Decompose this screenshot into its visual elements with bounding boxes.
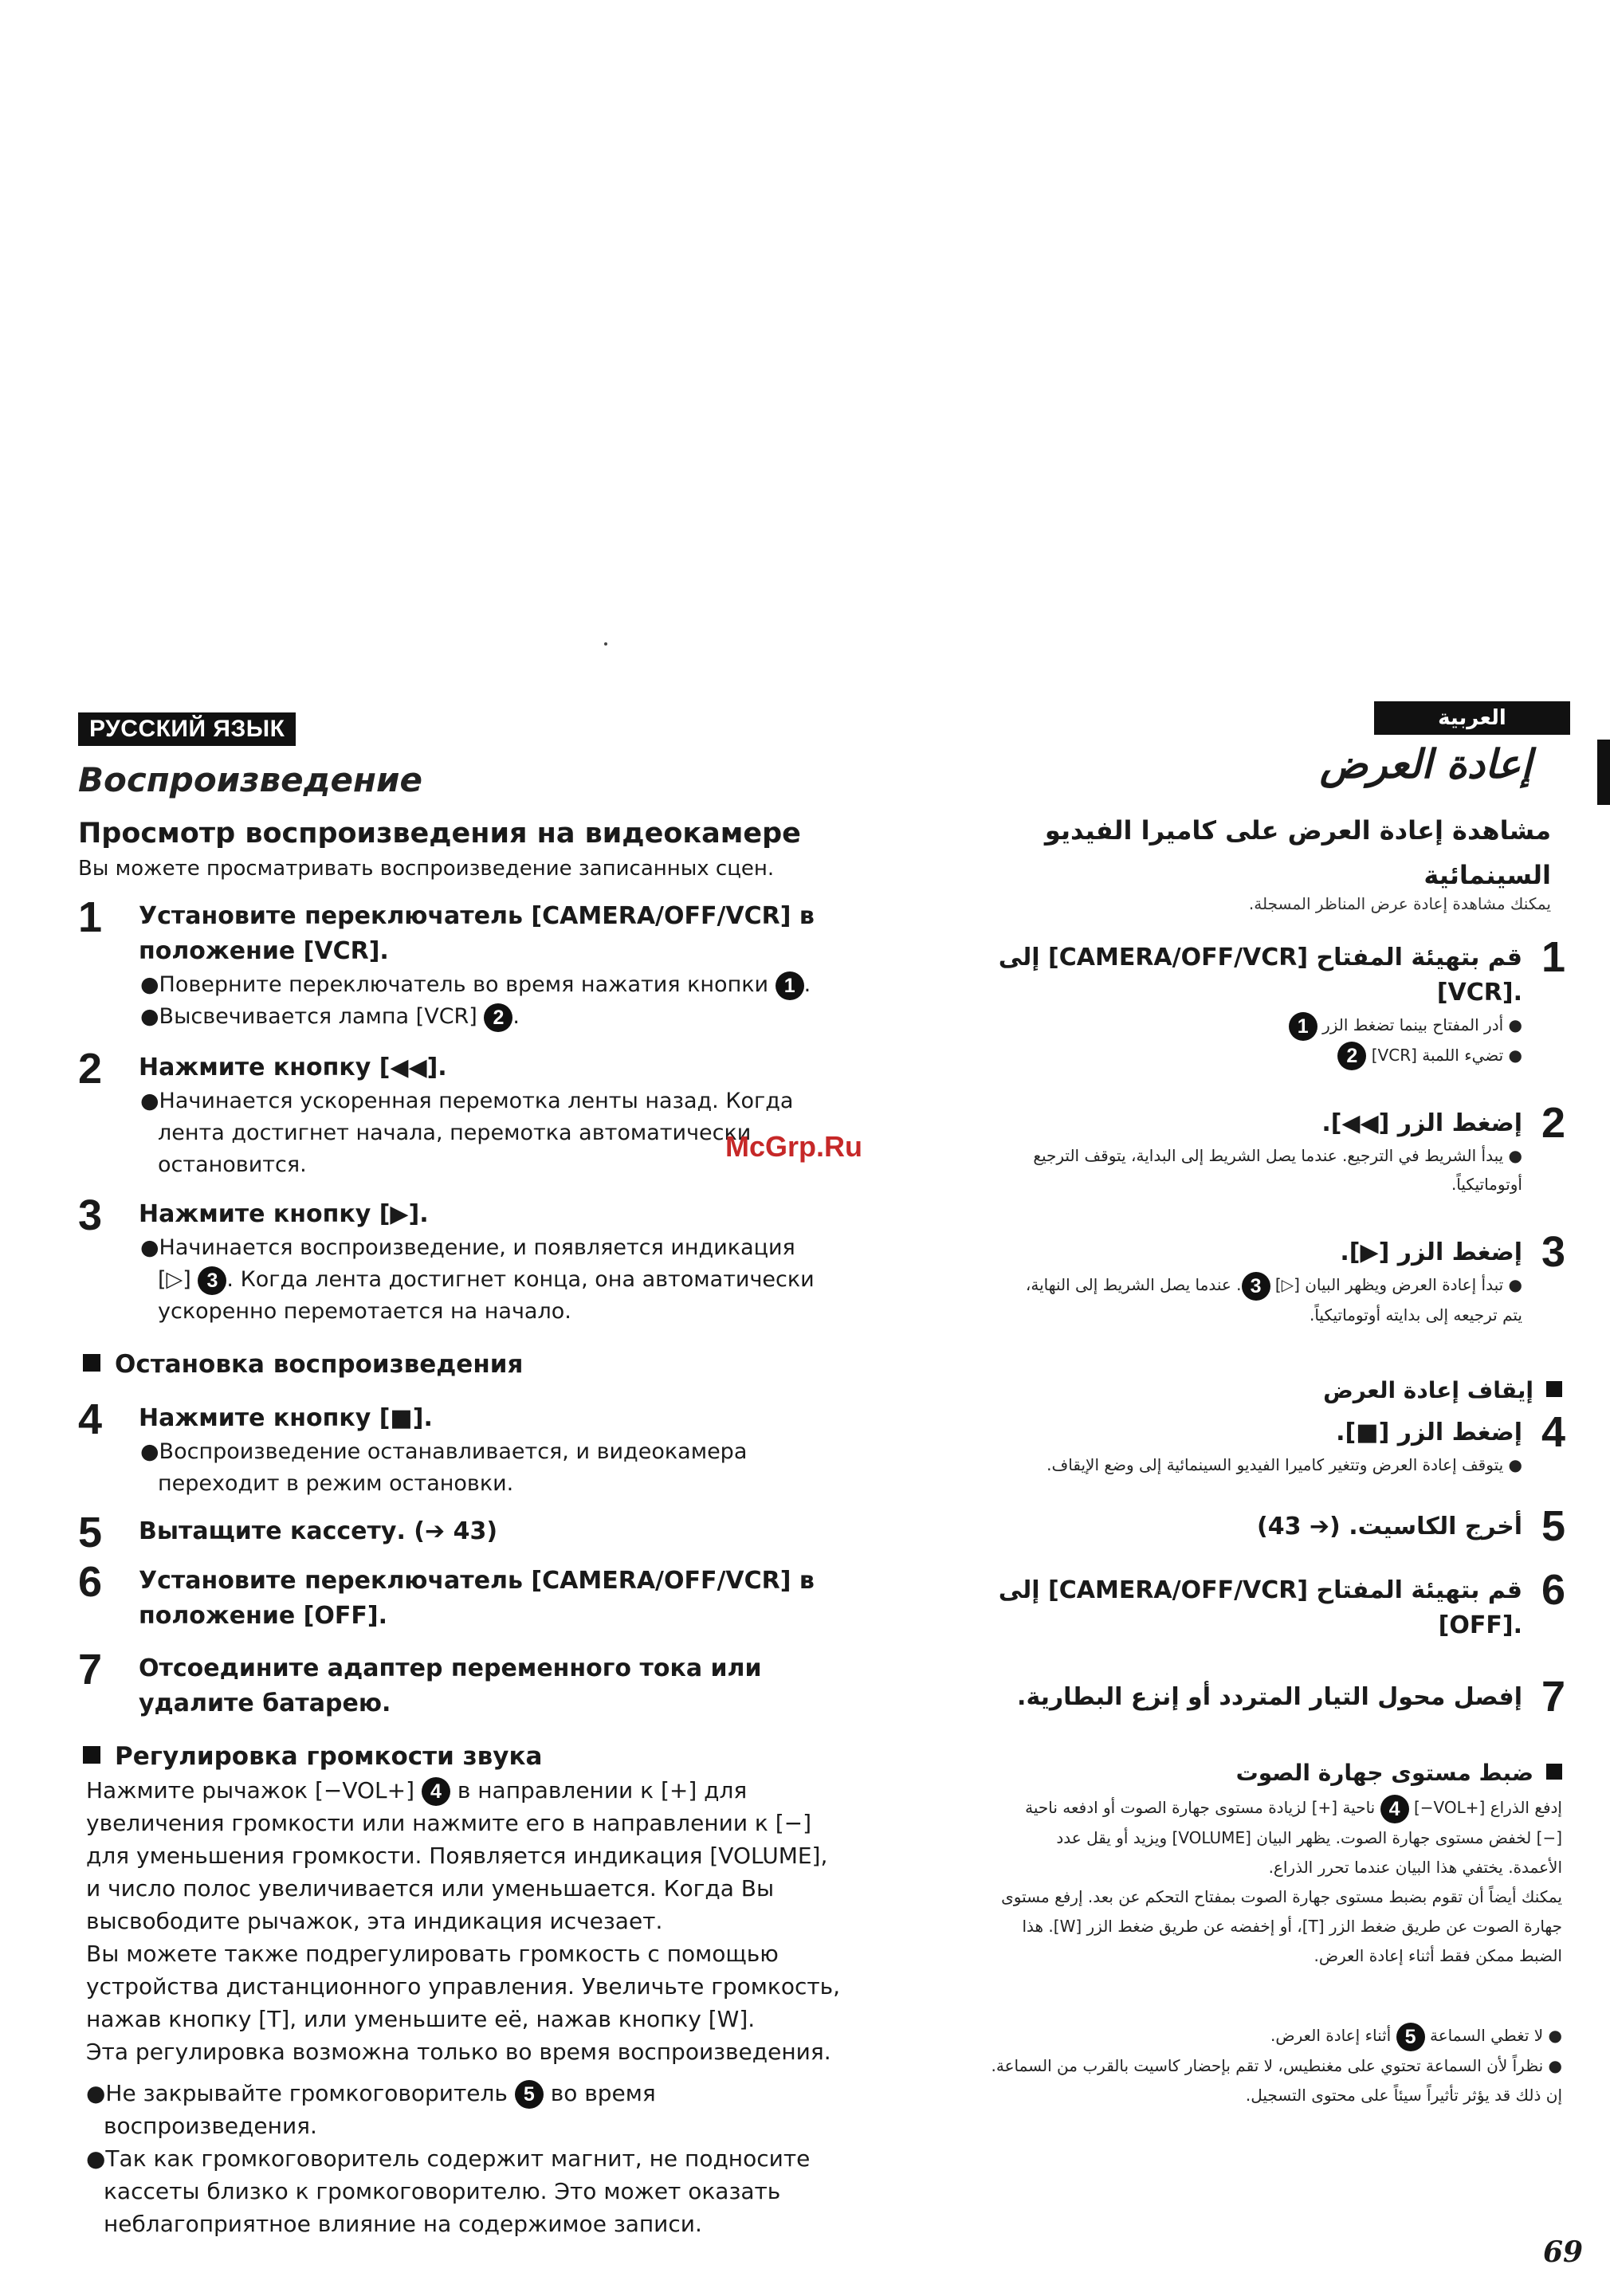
step-number: 5 [78,1509,103,1556]
step-number: 6 [1541,1566,1565,1614]
step-number: 2 [1541,1099,1565,1147]
square-bullet-icon [1546,1764,1562,1780]
step-title: Вытащите кассету. (➔ 43) [139,1517,498,1545]
step-3 [78,1191,883,1328]
stop-heading: Остановка воспроизведения [83,1350,523,1379]
bullet: ● يبدأ الشريط في الترجيع. عندما يصل الشريط إلى البداية، يتوقف الترجيع [1033,1146,1522,1165]
step-title: إفصل محول التيار المتردد أو إنزع البطارية. [1017,1683,1522,1711]
bullet-continued: лента достигнет начала, перемотка автоматически [158,1121,752,1145]
step-number: 4 [78,1395,103,1443]
bullet-continued: يتم ترجيعه إلى بدايته أوتوماتيكياً. [1309,1305,1522,1325]
page-title: Воспроизведение [78,760,422,799]
note-bullet: ● لا تغطي السماعة 5 أثناء إعادة العرض. [877,2021,1562,2051]
bullet: ●Воспроизведение останавливается, и видеокамера [140,1439,748,1464]
step-title: Нажмите кнопку [◀◀]. [139,1054,447,1081]
callout-marker: 2 [1337,1042,1366,1070]
arabic-volume-paragraph [877,1793,1562,1971]
bullet: ● تبدأ إعادة العرض ويظهر البيان [▷] 3. عندما يصل الشريط إلى النهاية، [904,1270,1522,1301]
step-bullets [140,969,883,1033]
notes [86,2077,891,2240]
scan-speck [604,642,607,646]
step-title-line: Отсоедините адаптер переменного тока или [139,1654,762,1682]
step-number: 5 [1541,1502,1565,1550]
bullet-continued: переходит в режим остановки. [158,1471,514,1496]
bullet-continued: أوتوماتيكياً. [1451,1175,1522,1194]
note-continued: воспроизведения. [104,2113,317,2139]
step-title [139,1651,883,1721]
bullet: ● أدر المفتاح بينما تضغط الزر 1 [904,1011,1522,1041]
step-bullets [904,1270,1522,1329]
step-number: 3 [78,1191,103,1239]
paragraph-line: Эта регулировка возможна только во время воспроизведения. [86,2039,831,2065]
arabic-language-tag: العربية [1374,701,1570,735]
step-title [139,1564,883,1634]
step-title: قم بتهيئة المفتاح [CAMERA/OFF/VCR] إلى .[VCR] [998,944,1522,1007]
callout-marker: 4 [422,1777,450,1806]
step-title [139,899,883,969]
arabic-intro: يمكنك مشاهدة إعادة عرض المناظر المسجلة. [1248,894,1551,913]
volume-paragraph [86,1774,891,2068]
bullet: ● يتوقف إعادة العرض وتتغير كاميرا الفيديو السينمائية إلى وضع الإيقاف. [1046,1455,1522,1474]
step-number: 7 [78,1646,103,1694]
section-subtitle: Просмотр воспроизведения на видеокамере [78,818,801,850]
step-title: إضغط الزر [◀◀]. [1321,1109,1522,1137]
arabic-page-title: إعادة العرض [1319,741,1532,787]
step-title-line: положение [VCR]. [139,937,389,965]
paragraph-line: для уменьшения громкости. Появляется индикация [VOLUME], [86,1843,828,1869]
arabic-step-4 [904,1408,1565,1479]
step-title-line: положение [OFF]. [139,1602,387,1630]
bullet: ●Начинается воспроизведение, и появляется индикация [140,1235,795,1260]
paragraph-line: и число полос увеличивается или уменьшается. Когда Вы [86,1875,775,1902]
paragraph-line: إدفع الذراع [+VOL−] 4 ناحية [+] لزيادة مستوى جهارة الصوت أو ادفعه ناحية [877,1793,1562,1823]
step-6 [78,1558,883,1634]
callout-marker: 3 [198,1266,226,1295]
bullet: ● تضيء اللمبة [VCR] 2 [904,1041,1522,1071]
step-title: إضغط الزر [▶]. [1340,1238,1522,1266]
bullet-continued: остановится. [158,1152,307,1177]
step-title: إضغط الزر [■]. [1336,1419,1522,1446]
volume-heading: Регулировка громкости звука [83,1742,542,1771]
arabic-step-2 [904,1099,1565,1199]
callout-marker: 5 [515,2080,544,2109]
callout-marker: 3 [1242,1272,1270,1301]
intro-text: Вы можете просматривать воспроизведение записанных сцен. [78,857,775,881]
paragraph-line: [−] لخفض مستوى جهارة الصوت. يظهر البيان [VOLUME] ويزيد أو يقل عدد [1056,1827,1562,1847]
note-bullet: ●Так как громкоговоритель содержит магнит, не подносите [86,2145,811,2172]
step-title-line: Установите переключатель [CAMERA/OFF/VCR] в [139,902,815,930]
step-bullets [140,1232,883,1328]
arabic-stop-heading: إيقاف إعادة العرض [1323,1377,1562,1403]
step-4 [78,1395,883,1500]
callout-marker: 1 [1289,1012,1317,1041]
step-title-line: удалите батарею. [139,1690,391,1717]
page-number: 69 [1543,2235,1584,2269]
square-bullet-icon [1546,1381,1562,1397]
paragraph-line: устройства дистанционного управления. Увеличьте громкость, [86,1973,841,2000]
paragraph-line: Нажмите рычажок [−VOL+] 4 в направлении к [+] для [86,1774,891,1807]
arabic-subtitle [993,808,1551,897]
arabic-step-7 [904,1673,1565,1721]
callout-marker: 5 [1396,2023,1425,2051]
subtitle-line: مشاهدة إعادة العرض على كاميرا الفيديو [1044,815,1551,846]
step-bullets [904,1141,1522,1199]
bullet: ●Поверните переключатель во время нажатия кнопки 1 . [140,969,883,1001]
step-title-line: Установите переключатель [CAMERA/OFF/VCR] в [139,1567,815,1595]
step-bullets [140,1436,883,1500]
note-continued: неблагоприятное влияние на содержимое записи. [104,2211,702,2237]
paragraph-line: جهارة الصوت عن طريق ضغط الزر [T]، أو إخفضه عن طريق ضغط الزر [W]. هذا [1022,1916,1562,1936]
paragraph-line: يمكنك أيضاً أن تقوم بضبط مستوى جهارة الصوت بمفتاح التحكم عن بعد. إرفع مستوى [1001,1886,1562,1906]
bullet: ●Высвечивается лампа [VCR] 2 . [140,1001,883,1033]
paragraph-line: الضبط ممكن فقط أثناء إعادة العرض. [1314,1945,1562,1965]
step-number: 2 [78,1045,103,1093]
step-number: 1 [1541,933,1565,981]
step-number: 1 [78,893,103,941]
note-bullet: ●Не закрывайте громкоговоритель 5 во время [86,2077,891,2110]
russian-language-tag: РУССКИЙ ЯЗЫК [78,712,296,746]
subtitle-line: السينمائية [1423,860,1551,890]
step-number: 6 [78,1558,103,1606]
step-title: Нажмите кнопку [■]. [139,1404,433,1432]
square-bullet-icon [83,1354,100,1372]
arabic-step-5 [904,1502,1565,1550]
step-bullets [904,1450,1522,1479]
bullet: ●Начинается ускоренная перемотка ленты назад. Когда [140,1089,794,1113]
arabic-step-3 [904,1228,1565,1329]
step-number: 4 [1541,1408,1565,1456]
step-bullets [904,1011,1522,1070]
paragraph-line: увеличения громкости или нажмите его в направлении к [−] [86,1810,812,1836]
arabic-step-6 [904,1566,1565,1643]
bullet-continued: ускоренно перемотается на начало. [158,1299,571,1324]
arabic-volume-heading: ضبط مستوى جهارة الصوت [1236,1760,1562,1786]
note-continued: إن ذلك قد يؤثر تأثيراً سيئاً على محتوى التسجيل. [1245,2085,1562,2105]
step-title: Нажмите кнопку [▶]. [139,1200,429,1228]
step-5 [78,1509,883,1556]
arabic-notes [877,2021,1562,2110]
step-7 [78,1646,883,1721]
step-title: أخرج الكاسيت. (➔ 43) [1257,1513,1522,1540]
step-number: 7 [1541,1673,1565,1721]
step-title: قم بتهيئة المفتاح [CAMERA/OFF/VCR] إلى .[OFF] [998,1576,1522,1639]
callout-marker: 1 [776,971,804,1000]
callout-marker: 2 [484,1003,512,1032]
callout-marker: 4 [1380,1795,1409,1823]
paragraph-line: Вы можете также подрегулировать громкость с помощью [86,1941,779,1967]
paragraph-line: الأعمدة. يختفي هذا البيان عندما تحرر الذراع. [1268,1857,1562,1877]
paragraph-line: нажав кнопку [T], или уменьшите её, нажав кнопку [W]. [86,2006,756,2032]
step-number: 3 [1541,1228,1565,1276]
step-1 [78,893,883,1033]
edge-tab-marker [1597,740,1610,805]
paragraph-line: высвободите рычажок, эта индикация исчезает. [86,1908,663,1934]
square-bullet-icon [83,1746,100,1764]
note-bullet: ● نظراً لأن السماعة تحتوي على مغنطيس، لا تقم بإحضار كاسيت بالقرب من السماعة. [991,2055,1562,2075]
watermark: McGrp.Ru [725,1130,863,1163]
note-continued: кассеты близко к громкоговорителю. Это может оказать [104,2178,781,2204]
arabic-step-1 [904,933,1565,1070]
bullet-continued: [▷] 3 . Когда лента достигнет конца, она автоматически [140,1264,883,1296]
